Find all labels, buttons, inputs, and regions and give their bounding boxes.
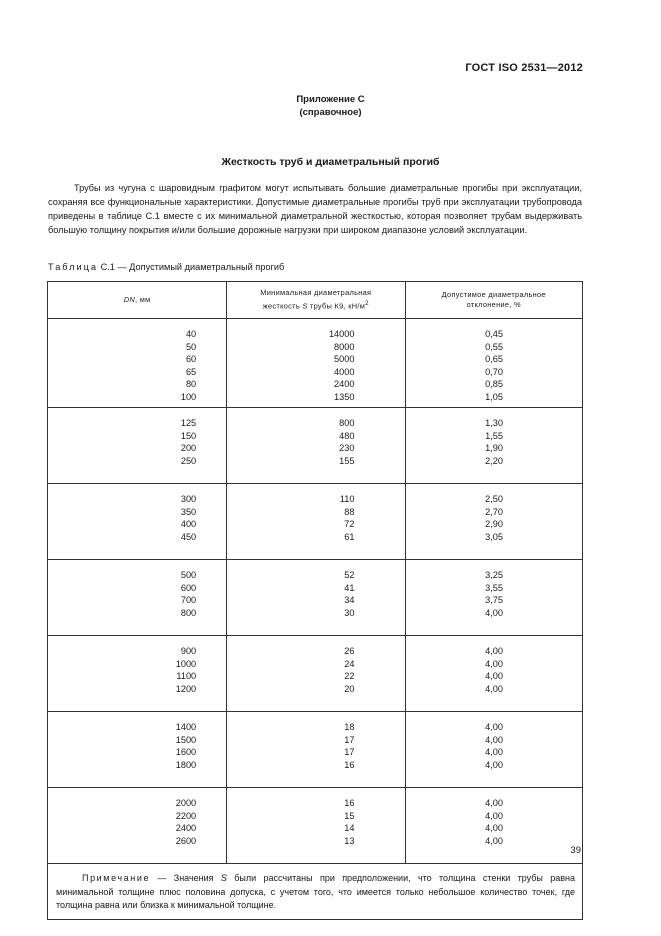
dn-value: 500 bbox=[180, 570, 197, 580]
deflection-value: 4,00 bbox=[485, 646, 503, 656]
dn-value: 800 bbox=[180, 607, 197, 618]
stiffness-value: 110 bbox=[339, 494, 355, 504]
standard-code: ГОСТ ISO 2531—2012 bbox=[465, 62, 583, 74]
dn-cell bbox=[48, 712, 227, 788]
deflection-value: 4,00 bbox=[485, 671, 503, 681]
deflection-value: 4,00 bbox=[485, 683, 503, 694]
dn-value: 1100 bbox=[176, 671, 197, 681]
section-title: Жесткость труб и диаметральный прогиб bbox=[221, 156, 440, 168]
note-row bbox=[48, 864, 583, 920]
stiffness-cell bbox=[227, 712, 405, 788]
stiffness-value: 72 bbox=[344, 519, 355, 529]
table-row-group bbox=[48, 636, 583, 712]
deflection-cell bbox=[405, 788, 583, 864]
deflection-value: 4,00 bbox=[485, 747, 503, 757]
dn-value: 2400 bbox=[175, 823, 197, 833]
dn-value: 125 bbox=[180, 418, 197, 428]
table-header-row bbox=[48, 282, 583, 319]
deflection-value: 0,45 bbox=[485, 329, 503, 339]
table-caption bbox=[48, 262, 284, 272]
table-row-group bbox=[48, 484, 583, 560]
stiffness-value: 88 bbox=[344, 506, 355, 517]
dn-value: 350 bbox=[180, 506, 197, 517]
deflection-value: 3,25 bbox=[485, 570, 503, 580]
dn-value: 150 bbox=[180, 430, 197, 441]
deflection-value: 4,00 bbox=[485, 734, 503, 745]
deflection-value: 3,75 bbox=[485, 595, 503, 605]
table-caption-label: Таблица bbox=[48, 262, 99, 272]
stiffness-value: 17 bbox=[344, 734, 355, 745]
deflection-value: 4,00 bbox=[485, 658, 503, 669]
stiffness-value: 14000 bbox=[328, 329, 355, 339]
stiffness-cell bbox=[227, 560, 405, 636]
deflection-value: 3,05 bbox=[485, 531, 503, 542]
dn-cell bbox=[48, 560, 227, 636]
dn-value: 450 bbox=[180, 531, 197, 542]
dn-value: 200 bbox=[180, 443, 197, 453]
dn-value: 50 bbox=[185, 341, 197, 352]
stiffness-value: 13 bbox=[344, 835, 355, 846]
dn-value: 700 bbox=[180, 595, 197, 605]
stiffness-cell bbox=[227, 484, 405, 560]
dn-cell bbox=[48, 408, 227, 484]
stiffness-value: 15 bbox=[344, 810, 355, 821]
stiffness-value: 4000 bbox=[334, 366, 355, 377]
intro-paragraph: Трубы из чугуна с шаровидным графитом могут испытывать большие диаметральные прогибы при эксплуатации, сохраняя все функциональные характеристики. Допустимые диаметральные прогибы труб при эксплуатации трубопровода приведены в таблице С.1 вместе с их минимальной диаметральной жесткостью, которая позволяет трубам выдерживать большую толщину покрытия и/или большие дорожные нагрузки при широком диапазоне условий эксплуатации. bbox=[48, 183, 582, 236]
stiffness-value: 52 bbox=[344, 570, 355, 580]
stiffness-cell bbox=[227, 408, 405, 484]
stiffness-value: 30 bbox=[344, 607, 355, 618]
dn-value: 250 bbox=[180, 455, 197, 466]
dn-value: 65 bbox=[185, 366, 197, 377]
stiffness-value: 16 bbox=[344, 759, 355, 770]
dn-value: 1200 bbox=[175, 683, 197, 694]
stiffness-value: 22 bbox=[344, 671, 355, 681]
annex-type: (справочное) bbox=[299, 107, 362, 118]
stiffness-cell bbox=[227, 319, 405, 408]
deflection-cell bbox=[405, 712, 583, 788]
dn-value: 2600 bbox=[175, 835, 197, 846]
deflection-cell bbox=[405, 319, 583, 408]
deflection-value: 2,70 bbox=[485, 506, 503, 517]
deflection-value: 4,00 bbox=[485, 823, 503, 833]
deflection-value: 1,30 bbox=[485, 418, 503, 428]
table-row-group bbox=[48, 319, 583, 408]
table-row-group bbox=[48, 788, 583, 864]
stiffness-value: 41 bbox=[344, 582, 355, 593]
stiffness-value: 61 bbox=[344, 531, 355, 542]
deflection-cell bbox=[405, 560, 583, 636]
deflection-value: 3,55 bbox=[485, 582, 503, 593]
deflection-value: 0,55 bbox=[485, 341, 503, 352]
dn-value: 600 bbox=[180, 582, 197, 593]
dn-cell bbox=[48, 484, 227, 560]
dn-value: 1600 bbox=[175, 747, 197, 757]
stiffness-value: 2400 bbox=[334, 379, 355, 389]
dn-cell bbox=[48, 319, 227, 408]
deflection-value: 1,55 bbox=[485, 430, 503, 441]
stiffness-value: 5000 bbox=[334, 354, 355, 364]
deflection-cell bbox=[405, 484, 583, 560]
header-deflection: Допустимое диаметральное отклонение, % bbox=[405, 282, 583, 319]
stiffness-value: 20 bbox=[344, 683, 355, 694]
dn-value: 80 bbox=[185, 379, 197, 389]
header-dn: DN, мм bbox=[48, 282, 227, 319]
deflection-value: 1,05 bbox=[485, 391, 503, 402]
deflection-value: 4,00 bbox=[485, 722, 503, 732]
dn-value: 2200 bbox=[175, 810, 197, 821]
stiffness-value: 480 bbox=[339, 430, 355, 441]
stiffness-value: 14 bbox=[344, 823, 355, 833]
deflection-table bbox=[47, 281, 583, 920]
dn-value: 1400 bbox=[175, 722, 197, 732]
stiffness-value: 1350 bbox=[334, 391, 355, 402]
deflection-value: 2,90 bbox=[485, 519, 503, 529]
header-stiffness: Минимальная диаметральная жесткость S трубы К9, $кН/м^2$ bbox=[227, 282, 405, 319]
table-caption-text: С.1 — Допустимый диаметральный прогиб bbox=[98, 262, 285, 272]
dn-cell bbox=[48, 788, 227, 864]
stiffness-value: 17 bbox=[344, 747, 355, 757]
stiffness-value: 155 bbox=[339, 455, 355, 466]
deflection-value: 0,65 bbox=[485, 354, 503, 364]
stiffness-value: 16 bbox=[344, 798, 355, 808]
page-number: 39 bbox=[570, 845, 581, 856]
deflection-value: 0,85 bbox=[485, 379, 503, 389]
dn-value: 400 bbox=[180, 519, 197, 529]
table-body bbox=[48, 319, 583, 864]
dn-cell bbox=[48, 636, 227, 712]
dn-value: 100 bbox=[180, 391, 197, 402]
stiffness-value: 800 bbox=[339, 418, 355, 428]
deflection-cell bbox=[405, 636, 583, 712]
deflection-value: 2,20 bbox=[485, 455, 503, 466]
dn-value: 40 bbox=[185, 329, 197, 339]
dn-value: 60 bbox=[185, 354, 197, 364]
stiffness-value: 8000 bbox=[334, 341, 355, 352]
stiffness-value: 18 bbox=[344, 722, 355, 732]
table-row-group bbox=[48, 712, 583, 788]
dn-value: 1500 bbox=[175, 734, 197, 745]
annex-heading bbox=[0, 93, 661, 119]
deflection-value: 4,00 bbox=[485, 607, 503, 618]
deflection-cell bbox=[405, 408, 583, 484]
deflection-value: 4,00 bbox=[485, 835, 503, 846]
deflection-value: 0,70 bbox=[485, 366, 503, 377]
table-row-group bbox=[48, 408, 583, 484]
dn-value: 1000 bbox=[175, 658, 197, 669]
dn-value: 1800 bbox=[175, 759, 197, 770]
dn-value: 900 bbox=[180, 646, 197, 656]
annex-title: Приложение С bbox=[296, 94, 365, 105]
stiffness-value: 230 bbox=[339, 443, 355, 453]
deflection-value: 1,90 bbox=[485, 443, 503, 453]
deflection-value: 4,00 bbox=[485, 798, 503, 808]
dn-value: 300 bbox=[180, 494, 197, 504]
stiffness-value: 26 bbox=[344, 646, 355, 656]
deflection-value: 4,00 bbox=[485, 810, 503, 821]
stiffness-cell bbox=[227, 636, 405, 712]
stiffness-cell bbox=[227, 788, 405, 864]
dn-value: 2000 bbox=[175, 798, 197, 808]
table-row-group bbox=[48, 560, 583, 636]
deflection-value: 2,50 bbox=[485, 494, 503, 504]
table-note: Примечание — Значения S были рассчитаны при предположении, что толщина стенки трубы равна минимальной толщине плюс половина допуска, с учетом того, что имеется только небольшое количество точек, где толщина равна или близка к минимальной толщине. bbox=[48, 864, 583, 920]
stiffness-value: 34 bbox=[344, 595, 355, 605]
stiffness-value: 24 bbox=[344, 658, 355, 669]
deflection-value: 4,00 bbox=[485, 759, 503, 770]
note-label: Примечание bbox=[82, 873, 151, 883]
